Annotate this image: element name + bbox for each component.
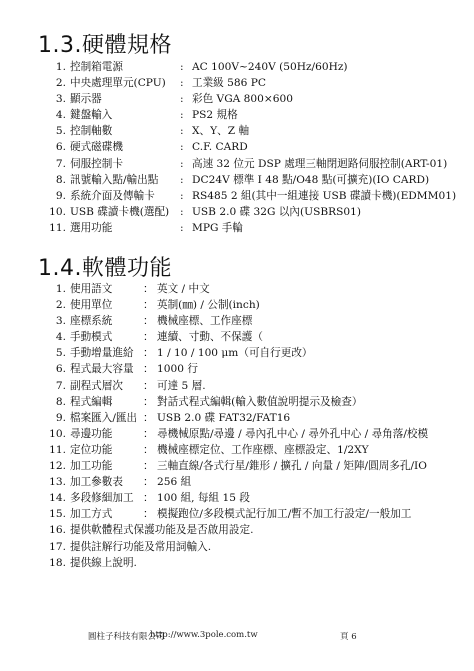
- item-number: 2.: [55, 299, 66, 312]
- item-colon: ：: [143, 443, 154, 456]
- item-label: 鍵盤輸入: [70, 109, 113, 122]
- item-value: 高速 32 位元 DSP 處理三軸閉迴路伺服控制(ART-01): [192, 157, 448, 170]
- item-value: C.F. CARD: [192, 141, 248, 154]
- item-number: 1.: [55, 61, 66, 73]
- item-colon: ：: [143, 411, 154, 424]
- item-number: 7.: [55, 157, 66, 170]
- software-function-row: [44, 378, 428, 394]
- item-number: 4.: [55, 109, 66, 122]
- item-colon: :: [180, 189, 184, 202]
- item-number: 8.: [55, 395, 66, 408]
- item-colon: ：: [143, 492, 154, 505]
- item-number: 17.: [49, 540, 66, 553]
- footer-url: http://www.3pole.com.tw: [150, 630, 258, 640]
- item-value: 1 / 10 / 100 μm（可自行更改）: [157, 347, 313, 360]
- software-function-row: [44, 539, 428, 555]
- item-value: 連續、寸動、不保護（: [157, 331, 263, 344]
- item-number: 2.: [55, 77, 66, 90]
- item-colon: :: [180, 109, 184, 122]
- item-colon: ：: [143, 283, 154, 295]
- software-function-row: [44, 345, 428, 361]
- footer-page-number: 頁 6: [340, 632, 357, 642]
- software-function-row: [44, 426, 428, 442]
- item-number: 18.: [49, 556, 66, 569]
- item-value: MPG 手輪: [192, 221, 243, 234]
- item-value: 1000 行: [157, 363, 198, 376]
- item-number: 13.: [49, 476, 66, 489]
- item-label: 提供線上說明.: [70, 556, 137, 569]
- item-label: 選用功能: [70, 221, 113, 234]
- item-colon: :: [180, 221, 184, 234]
- hardware-spec-row: [44, 220, 456, 236]
- item-number: 10.: [49, 427, 66, 440]
- item-value: 100 組, 每組 15 段: [157, 492, 250, 505]
- item-value: X、Y、Z 軸: [192, 125, 250, 138]
- hardware-spec-row: [44, 75, 456, 91]
- item-number: 12.: [49, 460, 66, 473]
- software-function-row: [44, 506, 428, 522]
- item-number: 3.: [55, 315, 66, 328]
- item-value: 尋機械原點/尋邊 / 尋內孔中心 / 尋外孔中心 / 尋角落/校模: [157, 427, 429, 440]
- item-value: 彩色 VGA 800×600: [192, 93, 294, 106]
- software-function-row: [44, 281, 428, 297]
- item-label: 手動模式: [70, 331, 113, 344]
- hardware-spec-row: [44, 172, 456, 188]
- software-function-row: [44, 522, 428, 538]
- item-label: 伺服控制卡: [70, 157, 123, 170]
- item-label: 多段修細加工: [70, 492, 134, 505]
- software-function-row: [44, 329, 428, 345]
- item-value: RS485 2 組(其中一組連接 USB 碟讀卡機)(EDMM01): [192, 189, 457, 202]
- item-colon: ：: [143, 331, 154, 344]
- software-function-row: [44, 410, 428, 426]
- item-colon: :: [180, 61, 184, 73]
- item-value: 英制(㎜) / 公制(inch): [157, 299, 260, 312]
- item-number: 10.: [49, 205, 66, 218]
- item-label: USB 碟讀卡機(選配): [70, 205, 170, 218]
- item-number: 9.: [55, 411, 66, 424]
- hardware-spec-heading: 1.3.硬體規格: [38, 33, 172, 58]
- hardware-spec-row: [44, 91, 456, 107]
- item-label: 控制軸數: [70, 125, 113, 138]
- item-label: 尋邊功能: [70, 427, 113, 440]
- item-value: USB 2.0 碟 32G 以內(USBRS01): [192, 205, 361, 218]
- item-label: 系統介面及傳輸卡: [70, 189, 155, 202]
- item-label: 提供註解行功能及常用詞輸入.: [70, 540, 212, 553]
- item-label: 檔案匯入/匯出: [70, 411, 138, 424]
- item-colon: :: [180, 173, 184, 186]
- item-label: 加工參數表: [70, 476, 123, 489]
- item-colon: ：: [143, 508, 154, 521]
- item-number: 11.: [49, 221, 66, 234]
- item-colon: :: [180, 141, 184, 154]
- software-function-row: [44, 458, 428, 474]
- software-function-row: [44, 394, 428, 410]
- item-number: 9.: [55, 189, 66, 202]
- item-label: 顯示器: [70, 93, 102, 106]
- hardware-spec-row: [44, 204, 456, 220]
- item-number: 5.: [55, 125, 66, 138]
- item-colon: ：: [143, 363, 154, 376]
- software-function-row: [44, 313, 428, 329]
- item-label: 訊號輸入點/輸出點: [70, 173, 159, 186]
- hardware-spec-row: [44, 139, 456, 155]
- item-label: 使用單位: [70, 299, 113, 312]
- item-value: 三軸直線/各式行星/錐形 / 擴孔 / 向量 / 矩陣/圓周多孔/IO: [157, 460, 427, 473]
- item-number: 6.: [55, 363, 66, 376]
- item-colon: ：: [143, 347, 154, 360]
- item-number: 15.: [49, 508, 66, 521]
- item-colon: ：: [143, 315, 154, 328]
- item-colon: ：: [143, 395, 154, 408]
- hardware-spec-row: [44, 188, 456, 204]
- item-colon: ：: [143, 427, 154, 440]
- item-colon: ：: [143, 379, 154, 392]
- item-colon: :: [180, 93, 184, 106]
- hardware-spec-row: [44, 156, 456, 172]
- item-label: 硬式磁碟機: [70, 141, 123, 154]
- software-function-row: [44, 474, 428, 490]
- software-function-row: [44, 490, 428, 506]
- hardware-spec-row: [44, 123, 456, 139]
- item-value: 工業級 586 PC: [192, 77, 266, 90]
- item-colon: :: [180, 157, 184, 170]
- item-label: 控制箱電源: [70, 61, 123, 73]
- item-label: 座標系統: [70, 315, 113, 328]
- footer-company: 圓柱子科技有限公司: [88, 632, 165, 642]
- item-label: 副程式層次: [70, 379, 123, 392]
- hardware-spec-row: [44, 59, 456, 75]
- hardware-spec-row: [44, 107, 456, 123]
- item-value: 機械座標定位、工作座標、座標設定、1/2XY: [157, 443, 369, 456]
- item-value: 機械座標、工作座標: [157, 315, 253, 328]
- item-number: 16.: [49, 524, 66, 537]
- item-number: 5.: [55, 347, 66, 360]
- item-value: DC24V 標準 I 48 點/O48 點(可擴充)(IO CARD): [192, 173, 430, 186]
- item-label: 提供軟體程式保護功能及是否啟用設定.: [70, 524, 254, 537]
- item-colon: ：: [143, 460, 154, 473]
- item-value: 模擬跑位/多段模式記行加工/暫不加工行設定/一般加工: [157, 508, 412, 521]
- item-number: 3.: [55, 93, 66, 106]
- item-number: 1.: [55, 283, 66, 295]
- software-function-row: [44, 442, 428, 458]
- item-value: 可達 5 層.: [157, 379, 206, 392]
- item-number: 14.: [49, 492, 66, 505]
- item-number: 7.: [55, 379, 66, 392]
- item-number: 6.: [55, 141, 66, 154]
- item-label: 加工功能: [70, 460, 113, 473]
- software-function-list: [44, 281, 428, 571]
- item-value: 256 組: [157, 476, 192, 489]
- item-number: 4.: [55, 331, 66, 344]
- item-colon: :: [180, 77, 184, 90]
- item-value: AC 100V~240V (50Hz/60Hz): [192, 61, 348, 73]
- item-colon: ：: [143, 476, 154, 489]
- hardware-spec-list: [44, 59, 456, 236]
- software-function-heading: 1.4.軟體功能: [38, 256, 172, 281]
- item-value: PS2 規格: [192, 109, 238, 122]
- item-colon: ：: [143, 299, 154, 312]
- item-label: 定位功能: [70, 443, 113, 456]
- item-colon: :: [180, 125, 184, 138]
- item-label: 中央處理單元(CPU): [70, 77, 166, 90]
- item-value: USB 2.0 碟 FAT32/FAT16: [157, 411, 291, 424]
- item-colon: :: [180, 205, 184, 218]
- item-label: 程式編輯: [70, 395, 113, 408]
- item-label: 加工方式: [70, 508, 113, 521]
- item-value: 英文 / 中文: [157, 283, 210, 295]
- item-number: 11.: [49, 443, 66, 456]
- item-label: 手動增量進給: [70, 347, 134, 360]
- software-function-row: [44, 361, 428, 377]
- item-label: 使用語文: [70, 283, 113, 295]
- item-value: 對話式程式編輯(輸入數值說明提示及檢查）: [157, 395, 363, 408]
- software-function-row: [44, 297, 428, 313]
- software-function-row: [44, 555, 428, 571]
- item-label: 程式最大容量: [70, 363, 134, 376]
- item-number: 8.: [55, 173, 66, 186]
